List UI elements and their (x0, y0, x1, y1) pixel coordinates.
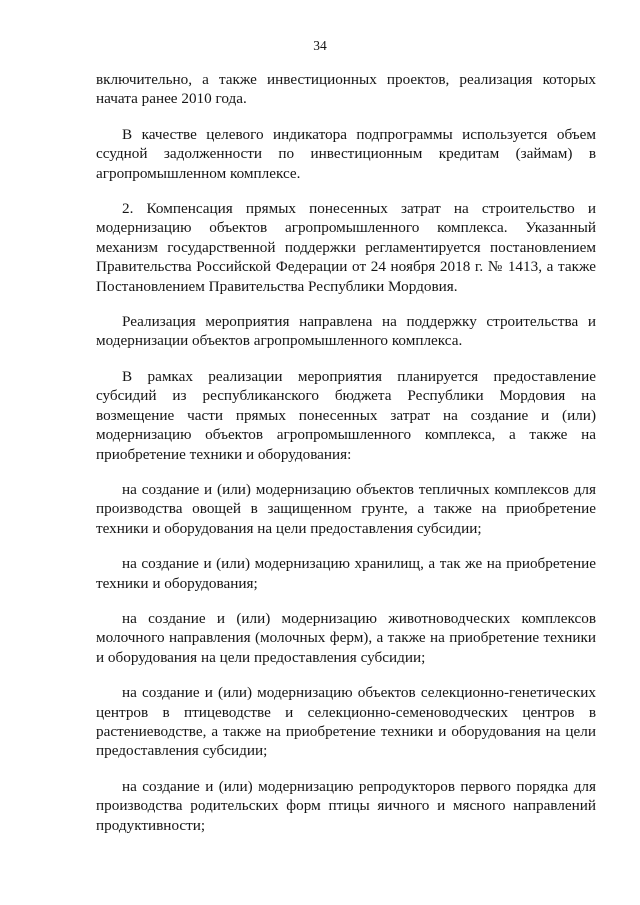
list-item-selection-centers: на создание и (или) модернизацию объектов селекционно-генетических центров в птицеводстве и селекционно-семеноводческих центров в растениеводстве, а также на приобретение техники и оборудования на цели предоставления субсидии; (96, 684, 596, 760)
document-body (96, 70, 596, 835)
list-item-poultry-reproducers: на создание и (или) модернизацию репродукторов первого порядка для производства родительских форм птицы яичного и мясного направлений продуктивности; (96, 777, 596, 834)
paragraph-subsidies-overview: В рамках реализации мероприятия планируется предоставление субсидий из республиканского бюджета Республики Мордовия на возмещение части прямых понесенных затрат на создание и (или) модернизацию объектов агропромышленного комплекса, а также на приобретение техники и оборудования: (96, 367, 596, 463)
list-item-dairy-farms: на создание и (или) модернизацию животноводческих комплексов молочного направления (молочных ферм), а также на приобретение техники и оборудования на цели предоставления субсидии; (96, 609, 596, 666)
paragraph-compensation-measure: 2. Компенсация прямых понесенных затрат на строительство и модернизацию объектов агропромышленного комплекса. Указанный механизм государственной поддержки регламентируется постановлением Правительства Российской Федерации от 24 ноября 2018 г. № 1413, а также Постановлением Правительства Республики Мордовия. (96, 200, 596, 295)
paragraph-continuation: включительно, а также инвестиционных проектов, реализация которых начата ранее 2010 года. (96, 71, 596, 108)
list-item-storage-facilities: на создание и (или) модернизацию хранилищ, а так же на приобретение техники и оборудования; (96, 555, 596, 592)
list-item-greenhouse-complexes: на создание и (или) модернизацию объектов тепличных комплексов для производства овощей в защищенном грунте, а также на приобретение техники и оборудования на цели предоставления субсидии; (96, 480, 596, 537)
paragraph-measure-purpose: Реализация мероприятия направлена на поддержку строительства и модернизации объектов агропромышленного комплекса. (96, 313, 596, 350)
page-number: 34 (313, 38, 327, 53)
paragraph-target-indicator: В качестве целевого индикатора подпрограммы используется объем ссудной задолженности по инвестиционным кредитам (займам) в агропромышленном комплексе. (96, 125, 596, 182)
